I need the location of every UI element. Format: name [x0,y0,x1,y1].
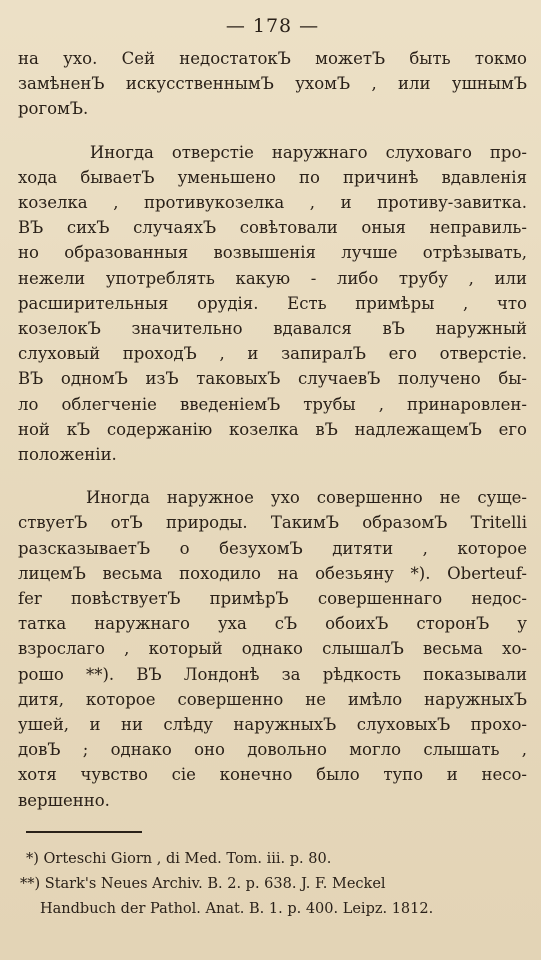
text-line: взрослаго , который однако слышалЪ весьма хо- [18,639,527,659]
text-line: рогомЪ. [18,99,89,119]
text-line: ло облегченіе введеніемЪ трубы , принаровлен- [18,394,527,414]
text-line: вершенно. [18,790,110,810]
footnotes [20,847,527,922]
text-line: ушей, и ни слѣду наружныхЪ слуховыхЪ прохо- [18,715,527,735]
text-line: fer повѣствуетЪ примѣрЪ совершеннаго недос- [18,589,527,609]
text-line: татка наружнаго уха сЪ обоихЪ сторонЪ у [18,614,527,634]
text-line: разсказываетЪ о безухомЪ дитяти , которое [18,538,527,558]
footnote-1: *) Orteschi Giorn , di Med. Tom. iii. p. 80. [26,850,332,867]
paragraph-2 [18,140,527,468]
text-line: замѣненЪ искусственнымЪ ухомЪ , или ушнымЪ [18,74,527,94]
footnote-2: **) Stark's Neues Archiv. B. 2. p. 638. J. F. Meckel [20,875,386,892]
text-line: на ухо. Сей недостатокЪ можетЪ быть токмо [18,49,527,68]
text-line: хотя чувство сіе конечно было тупо и несо- [18,765,527,785]
text-line: лицемЪ весьма походило на обезьяну *). Oberteuf- [18,563,527,583]
text-line: козелка , противукозелка , и противу-завитка. [18,193,527,213]
paragraph-gap [18,122,527,140]
text-line: ствуетЪ отЪ природы. ТакимЪ образомЪ Tritelli [18,513,527,533]
text-line: рошо **). ВЪ Лондонѣ за рѣдкость показывали [18,664,527,684]
text-line: Иногда отверстіе наружнаго слуховаго про- [18,142,527,162]
paragraph-1 [18,46,527,122]
text-line: ВЪ сихЪ случаяхЪ совѣтовали оныя неправиль- [18,218,527,238]
text-line: но образованныя возвышенія лучше отрѣзывать, [18,243,527,263]
text-line: хода бываетЪ уменьшено по причинѣ вдавленія [18,167,527,187]
footnote-divider [26,831,142,833]
paragraph-gap [18,467,527,485]
text-line: ной кЪ содержанію козелка вЪ надлежащемЪ его [18,419,527,439]
text-line: дитя, которое совершенно не имѣло наружныхЪ [18,689,527,709]
text-line: довЪ ; однако оно довольно могло слышать , [18,740,527,760]
text-line: козелокЪ значительно вдавался вЪ наружный [18,319,527,339]
text-line: ВЪ одномЪ изЪ таковыхЪ случаевЪ получено бы- [18,369,527,389]
footnote-2-continuation: Handbuch der Pathol. Anat. B. 1. p. 400. Leipz. 1812. [40,900,434,917]
text-line: Иногда наружное ухо совершенно не суще- [18,488,527,508]
text-line: слуховый проходЪ , и запиралЪ его отверстіе. [18,344,527,364]
text-line: расширительныя орудія. Есть примѣры , что [18,293,527,313]
text-line: нежели употреблять какую - либо трубу , или [18,268,527,288]
text-line: положеніи. [18,445,117,465]
page-number: — 178 — [225,15,320,37]
paragraph-3 [18,485,527,813]
